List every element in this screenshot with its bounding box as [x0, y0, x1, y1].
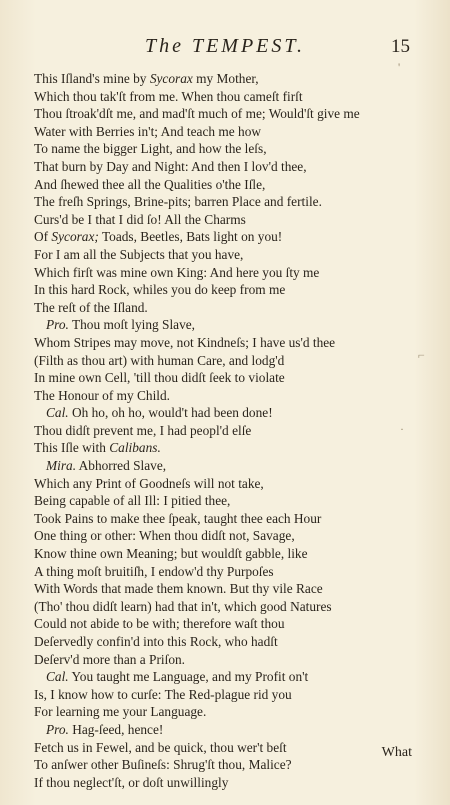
character-name: Calibans. [109, 440, 161, 456]
text-line: Took Pains to make thee ſpeak, taught thee each Hour [34, 510, 322, 526]
text-line: Thou ſtroak'dſt me, and mad'ſt much of me; Would'ſt give me [34, 106, 360, 122]
text-line: In mine own Cell, 'till thou didſt ſeek to violate [34, 370, 285, 386]
margin-mark: ⌐ [418, 348, 425, 362]
page-number: 15 [391, 36, 410, 57]
speech-line: Pro. Hag-ſeed, hence! [46, 721, 164, 737]
text-line: Water with Berries in't; And teach me how [34, 123, 261, 139]
speaker-name: Cal. [46, 669, 69, 685]
text-line: Deſerv'd more than a Priſon. [34, 651, 185, 667]
text-line: Could not abide to be with; therefore waſt thou [34, 616, 285, 632]
text-line: One thing or other: When thou didſt not, Savage, [34, 528, 295, 544]
text-line: Fetch us in Fewel, and be quick, thou wer't beſt [34, 739, 287, 755]
text-line: In this hard Rock, whiles you do keep from me [34, 282, 286, 298]
text-line: Which thou tak'ſt from me. When thou cameſt firſt [34, 88, 303, 104]
character-name: Sycorax [149, 71, 193, 86]
speech-line: Mira. Abhorred Slave, [46, 458, 167, 474]
catchword: What [381, 745, 412, 760]
text-line: (Tho' thou didſt learn) had that in't, which good Natures [34, 598, 332, 614]
text-line: Know thine own Meaning; but wouldſt gabble, like [34, 546, 308, 562]
speaker-name: Pro. [46, 317, 69, 333]
text-line: The Honour of my Child. [34, 387, 171, 403]
text-line: The freſh Springs, Brine-pits; barren Place and fertile. [34, 194, 322, 210]
text-line: (Filth as thou art) with human Care, and lodg'd [34, 352, 285, 368]
text-line: With Words that made them known. But thy vile Race [34, 581, 323, 597]
text-line: Which any Print of Goodneſs will not take, [34, 475, 264, 491]
text-line: The reſt of the Iſland. [34, 299, 148, 315]
text-line: For learning me your Language. [34, 704, 207, 720]
text-line: This Iſland's mine by Sycorax my Mother, [34, 71, 259, 86]
text-line: Thou didſt prevent me, I had peopl'd elſe [34, 422, 252, 438]
text-line: And ſhewed thee all the Qualities o'the Iſle, [34, 176, 266, 192]
text-line: Being capable of all Ill: I pitied thee, [34, 493, 231, 509]
text-line: Which firſt was mine own King: And here you ſty me [34, 264, 320, 280]
text-line: If thou neglect'ſt, or doſt unwillingly [34, 774, 229, 790]
text-line: For I am all the Subjects that you have, [34, 246, 244, 262]
text-line: To name the bigger Light, and how the leſs, [34, 141, 267, 157]
speech-line: Pro. Thou moſt lying Slave, [46, 317, 196, 333]
text-line: That burn by Day and Night: And then I lov'd thee, [34, 158, 307, 174]
text-line: This Iſle with Calibans. [34, 440, 161, 456]
speaker-name: Pro. [46, 721, 69, 737]
running-title: The TEMPEST. [144, 35, 306, 57]
speaker-name: Mira. [46, 458, 77, 474]
text-line: Deſervedly confin'd into this Rock, who hadſt [34, 634, 278, 649]
speech-line: Cal. You taught me Language, and my Profit on't [46, 669, 309, 685]
margin-mark: · [400, 422, 404, 436]
text-line: Of Sycorax; Toads, Beetles, Bats light on you! [34, 229, 283, 245]
character-name: Sycorax; [51, 229, 99, 245]
text-line: To anſwer other Buſineſs: Shrug'ſt thou, Malice? [34, 757, 292, 773]
text-line: A thing moſt bruitiſh, I endow'd thy Purpoſes [34, 563, 274, 579]
speaker-name: Cal. [46, 405, 69, 421]
page-header [0, 35, 450, 61]
text-line: Curs'd be I that I did ſo! All the Charms [34, 211, 246, 227]
speech-line: Cal. Oh ho, oh ho, would't had been done! [46, 405, 273, 421]
text-line: Is, I know how to curſe: The Red-plague rid you [34, 686, 292, 702]
margin-mark: ' [398, 60, 401, 74]
text-line: Whom Stripes may move, not Kindneſs; I have us'd thee [34, 334, 336, 350]
play-text [34, 70, 414, 791]
